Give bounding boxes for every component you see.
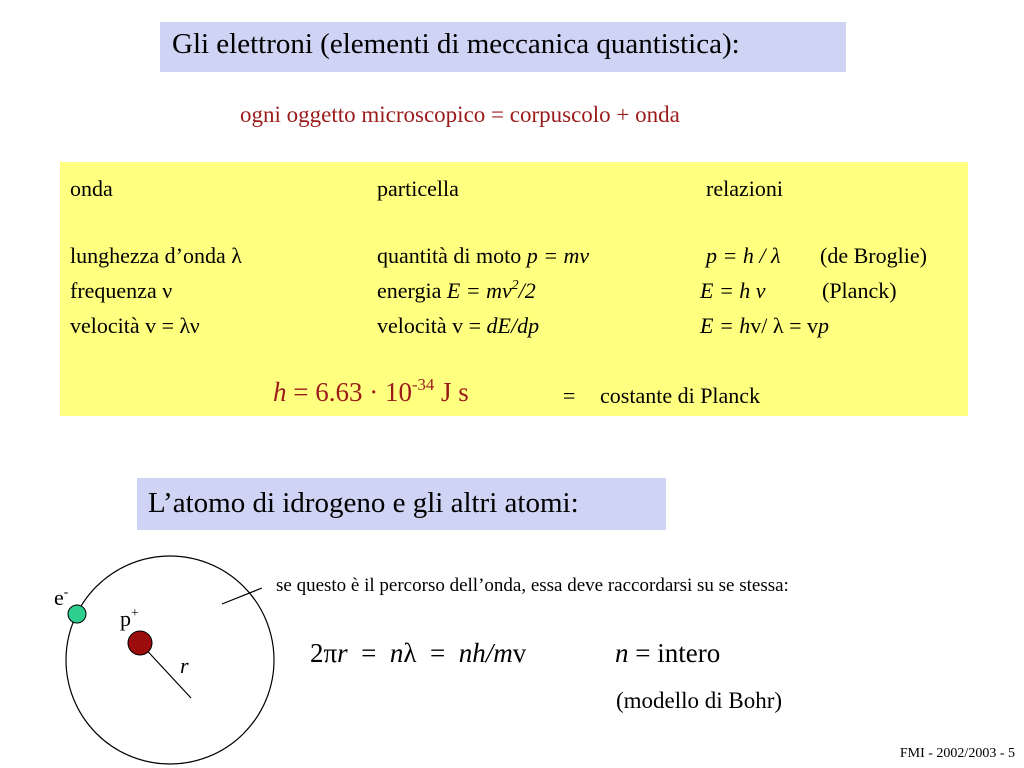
proton-label: [120, 605, 139, 631]
energy-label: energia: [377, 278, 447, 303]
energy-formula-b: /2: [518, 278, 536, 303]
energy-formula-a: E = mv: [446, 278, 512, 303]
combined-b: v/ λ = v: [750, 313, 818, 338]
bohr-v: v: [512, 638, 527, 668]
proton-dot: [128, 631, 152, 655]
bohr-equation: [310, 640, 526, 667]
planck-exponent: -34: [411, 375, 435, 395]
bohr-n: n: [389, 638, 404, 668]
planck-h: h: [273, 377, 287, 407]
header-particle: particella: [377, 176, 459, 201]
planck-unit: J s: [434, 377, 469, 407]
combined-a: E = h: [700, 313, 751, 338]
momentum-formula: p = mv: [526, 243, 590, 268]
bohr-eq2: =: [416, 638, 459, 668]
planck-relation-formula: E = h ν: [700, 278, 766, 303]
bohr-model-note: (modello di Bohr): [616, 688, 783, 713]
header-relations: relazioni: [706, 176, 783, 201]
planck-relation-label: (Planck): [822, 278, 897, 303]
slide-footer: FMI - 2002/2003 - 5: [899, 746, 1015, 761]
bohr-lambda: λ: [403, 638, 417, 668]
n-integer: [615, 640, 720, 667]
energy-exponent: 2: [511, 277, 519, 293]
header-wave: onda: [70, 176, 113, 201]
n-equals-integer: = intero: [628, 638, 721, 668]
page-subtitle: ogni oggetto microscopico = corpuscolo + onda: [240, 102, 680, 127]
planck-equals: =: [563, 383, 576, 408]
orbit-circle: [63, 556, 274, 764]
wavelength-text: lunghezza d’onda λ: [70, 243, 242, 268]
wave-path-note: se questo è il percorso dell’onda, essa deve raccordarsi su se stessa:: [276, 575, 789, 596]
wave-velocity-text: velocità v = λν: [70, 313, 200, 338]
proton-letter: p: [120, 606, 131, 631]
bohr-r: r: [337, 638, 348, 668]
electron-dot: [68, 605, 86, 623]
planck-constant-label: costante di Planck: [600, 383, 761, 408]
bohr-nhm: nh/m: [458, 638, 513, 668]
debroglie-label: (de Broglie): [820, 243, 927, 268]
frequency-text: frequenza ν: [70, 278, 173, 303]
electron-letter: e: [54, 585, 64, 610]
electron-label: [54, 584, 69, 610]
bohr-2pi: 2π: [310, 638, 338, 668]
combined-c: p: [817, 313, 829, 338]
page-title: Gli elettroni (elementi di meccanica quantistica):: [172, 28, 740, 60]
electron-charge: -: [63, 584, 69, 600]
momentum-label: quantità di moto: [377, 243, 527, 268]
proton-charge: +: [131, 605, 139, 621]
planck-value: = 6.63 · 10: [286, 377, 412, 407]
radius-label: r: [180, 653, 189, 678]
n-variable: n: [615, 638, 629, 668]
particle-velocity-formula: dE/dp: [486, 313, 540, 338]
particle-velocity-label: velocità v =: [377, 313, 487, 338]
debroglie-formula: p = h / λ: [706, 243, 781, 268]
bohr-eq1: =: [347, 638, 390, 668]
section-title: L’atomo di idrogeno e gli altri atomi:: [148, 487, 579, 519]
